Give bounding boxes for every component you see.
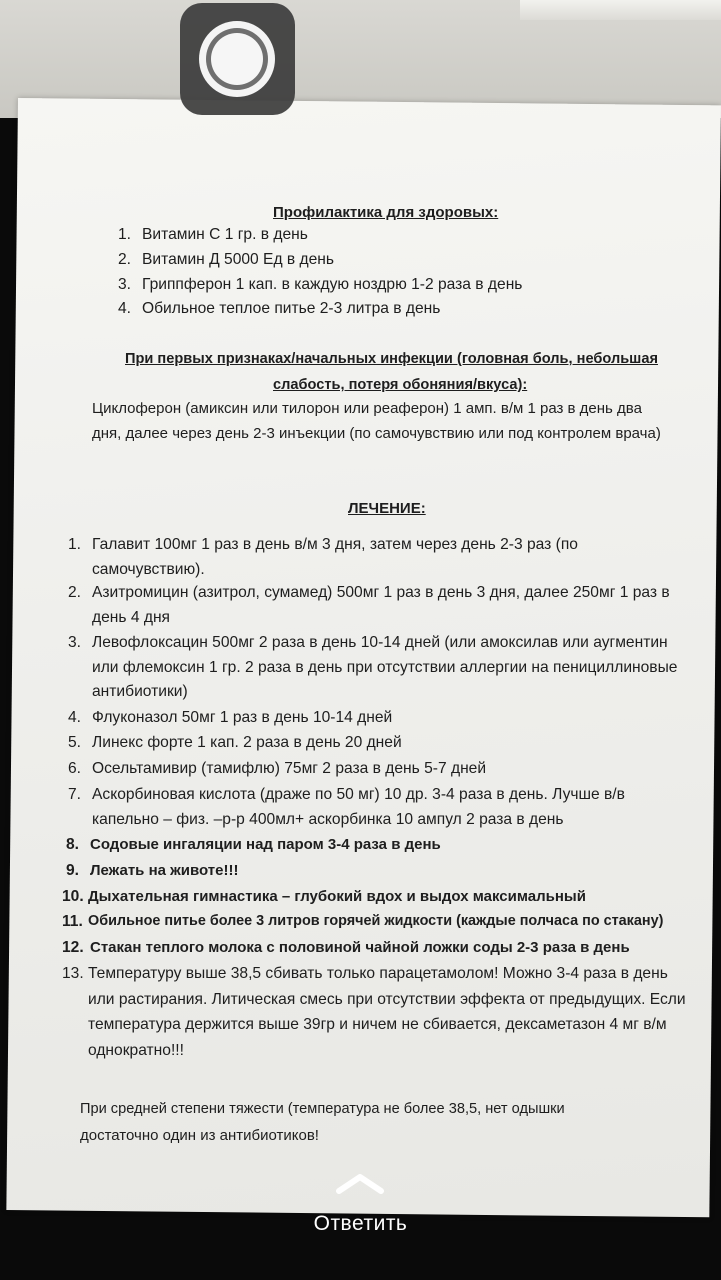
treatment-title: ЛЕЧЕНИЕ: (348, 500, 426, 517)
treatment-note-line1: При средней степени тяжести (температура не более 38,5, нет одышки (80, 1101, 565, 1117)
chevron-up-icon[interactable] (334, 1170, 386, 1196)
treatment-item-line: антибиотики) (92, 683, 188, 700)
treatment-item-line: Левофлоксацин 500мг 2 раза в день 10-14 дней (или амоксилав или аугментин (92, 634, 668, 651)
first-signs-title-line2: слабость, потеря обоняния/вкуса): (273, 377, 528, 393)
treatment-item-number: 6. (68, 760, 82, 777)
prophylaxis-item-number: 1. (118, 226, 132, 243)
treatment-item-number: 7. (68, 786, 82, 803)
treatment-bold-item: Лежать на животе!!! (90, 862, 239, 879)
prophylaxis-item-number: 3. (118, 276, 132, 293)
treatment-item-line: Аскорбиновая кислота (драже по 50 мг) 10 др. 3-4 раза в день. Лучше в/в (92, 786, 625, 803)
treatment-item-line: Азитромицин (азитрол, сумамед) 500мг 1 раз в день 3 дня, далее 250мг 1 раз в (92, 584, 670, 601)
shutter-core (211, 33, 263, 85)
treatment-bold-item-number: 11. (62, 913, 83, 930)
shutter-ring (199, 21, 275, 97)
treatment-bold-item-number: 10. (62, 888, 84, 905)
treatment-item-line: Температуру выше 38,5 сбивать только парацетамолом! Можно 3-4 раза в день (88, 965, 668, 982)
shutter-inner (206, 28, 268, 90)
treatment-item-number: 2. (68, 584, 82, 601)
reply-button[interactable]: Ответить (313, 1212, 408, 1235)
treatment-bold-item: Дыхательная гимнастика – глубокий вдох и выдох максимальный (88, 888, 586, 905)
first-signs-text-line2: дня, далее через день 2-3 инъекции (по самочувствию или под контролем врача) (92, 425, 661, 442)
prophylaxis-item: Витамин Д 5000 Ед в день (142, 251, 334, 268)
treatment-item-line: самочувствию). (92, 561, 205, 578)
treatment-item-line: капельно – физ. –р-р 400мл+ аскорбинка 10 ампул 2 раза в день (92, 811, 564, 828)
treatment-item-line: день 4 дня (92, 609, 170, 626)
first-signs-text-line1: Циклоферон (амиксин или тилорон или реаферон) 1 амп. в/м 1 раз в день два (92, 400, 642, 417)
first-signs-title-line1: При первых признаках/начальных инфекции (головная боль, небольшая (125, 351, 658, 367)
treatment-item-line: температура держится выше 39гр и ничем не сбивается, дексаметазон 4 мг в/м (88, 1016, 667, 1033)
treatment-bold-item-number: 12. (62, 939, 84, 956)
treatment-item-number: 4. (68, 709, 82, 726)
treatment-item-number: 1. (68, 536, 82, 553)
prophylaxis-title: Профилактика для здоровых: (273, 204, 499, 221)
treatment-item-line: Линекс форте 1 кап. 2 раза в день 20 дней (92, 734, 402, 751)
treatment-item-line: или растирания. Литическая смесь при отсутствии эффекта от предыдущих. Если (88, 991, 686, 1008)
prophylaxis-item: Витамин С 1 гр. в день (142, 226, 308, 243)
prophylaxis-item: Гриппферон 1 кап. в каждую ноздрю 1-2 раза в день (142, 276, 523, 293)
treatment-item-line: однократно!!! (88, 1042, 184, 1059)
prophylaxis-item: Обильное теплое питье 2-3 литра в день (142, 300, 441, 317)
treatment-bold-item: Содовые ингаляции над паром 3-4 раза в день (90, 836, 441, 853)
treatment-bold-item-number: 9. (66, 862, 80, 879)
treatment-item-line: Флуконазол 50мг 1 раз в день 10-14 дней (92, 709, 393, 726)
treatment-item-line: или флемоксин 1 гр. 2 раза в день при отсутствии аллергии на пенициллиновые (92, 659, 678, 676)
treatment-item-line: Галавит 100мг 1 раз в день в/м 3 дня, затем через день 2-3 раз (по (92, 536, 578, 553)
prophylaxis-item-number: 2. (118, 251, 132, 268)
treatment-bold-item: Стакан теплого молока с половиной чайной ложки соды 2-3 раза в день (90, 939, 630, 956)
treatment-bold-item: Обильное питье более 3 литров горячей жидкости (каждые полчаса по стакану) (88, 913, 664, 929)
treatment-item-number: 13. (62, 965, 84, 982)
treatment-item-number: 3. (68, 634, 82, 651)
prophylaxis-item-number: 4. (118, 300, 132, 317)
treatment-note-line2: достаточно один из антибиотиков! (80, 1127, 319, 1144)
treatment-bold-item-number: 8. (66, 836, 80, 853)
shutter-icon[interactable] (180, 3, 295, 115)
treatment-item-number: 5. (68, 734, 82, 751)
treatment-item-line: Осельтамивир (тамифлю) 75мг 2 раза в день 5-7 дней (92, 760, 487, 777)
